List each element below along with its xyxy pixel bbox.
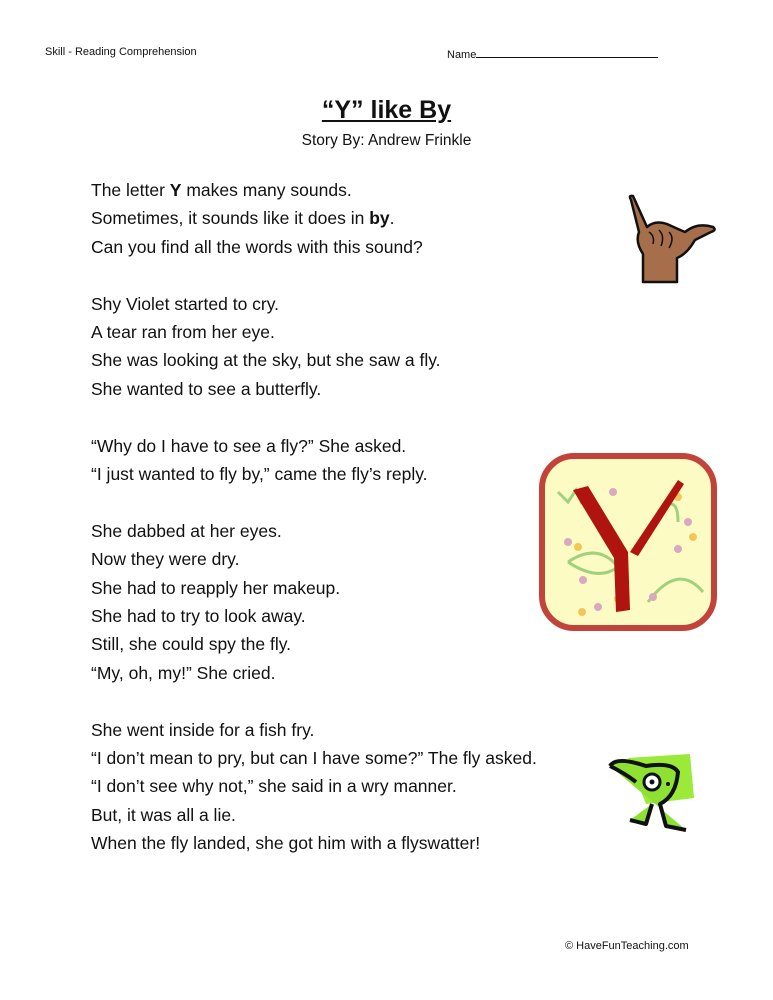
story-line: She dabbed at her eyes. — [91, 520, 282, 541]
story-line: Can you find all the words with this sound? — [91, 236, 423, 257]
story-line: She went inside for a fish fry. — [91, 719, 315, 740]
story-line: A tear ran from her eye. — [91, 322, 275, 343]
story-line: She had to reapply her makeup. — [91, 577, 341, 598]
name-line[interactable] — [476, 46, 658, 58]
story-line: Sometimes, it sounds like it does in by. — [91, 208, 395, 229]
story — [91, 176, 537, 886]
copyright-footer: © HaveFunTeaching.com — [565, 940, 689, 952]
story-line: The letter Y makes many sounds. — [91, 180, 352, 200]
letter-y-tile-icon — [538, 452, 718, 632]
story-line: “My, oh, my!” She cried. — [91, 662, 276, 683]
story-paragraph — [91, 517, 537, 687]
story-line: “I just wanted to fly by,” came the fly’s reply. — [91, 464, 428, 485]
story-line: Still, she could spy the fly. — [91, 634, 292, 655]
byline: Story By: Andrew Frinkle — [301, 132, 472, 149]
story-paragraph — [91, 716, 537, 858]
intro-paragraph — [91, 176, 537, 261]
skill-label: Skill - Reading Comprehension — [45, 46, 197, 58]
story-line: “I don’t mean to pry, but can I have some?” The fly asked. — [91, 748, 537, 769]
story-line: She had to try to look away. — [91, 606, 306, 627]
page-title: “Y” like By — [321, 96, 452, 124]
story-paragraph — [91, 290, 537, 404]
name-field[interactable] — [447, 46, 658, 61]
name-label: Name — [447, 49, 477, 61]
story-line: But, it was all a lie. — [91, 804, 236, 825]
story-line: Now they were dry. — [91, 549, 240, 570]
story-line: Shy Violet started to cry. — [91, 293, 280, 314]
story-line: She was looking at the sky, but she saw a fly. — [91, 350, 441, 371]
story-line: When the fly landed, she got him with a flyswatter! — [91, 833, 481, 854]
story-line: “I don’t see why not,” she said in a wry manner. — [91, 776, 457, 797]
sign-language-y-hand-icon — [625, 192, 720, 287]
cartoon-fly-icon — [606, 752, 696, 842]
story-line: “Why do I have to see a fly?” She asked. — [91, 435, 407, 456]
story-line: She wanted to see a butterfly. — [91, 378, 322, 399]
story-paragraph — [91, 432, 537, 489]
